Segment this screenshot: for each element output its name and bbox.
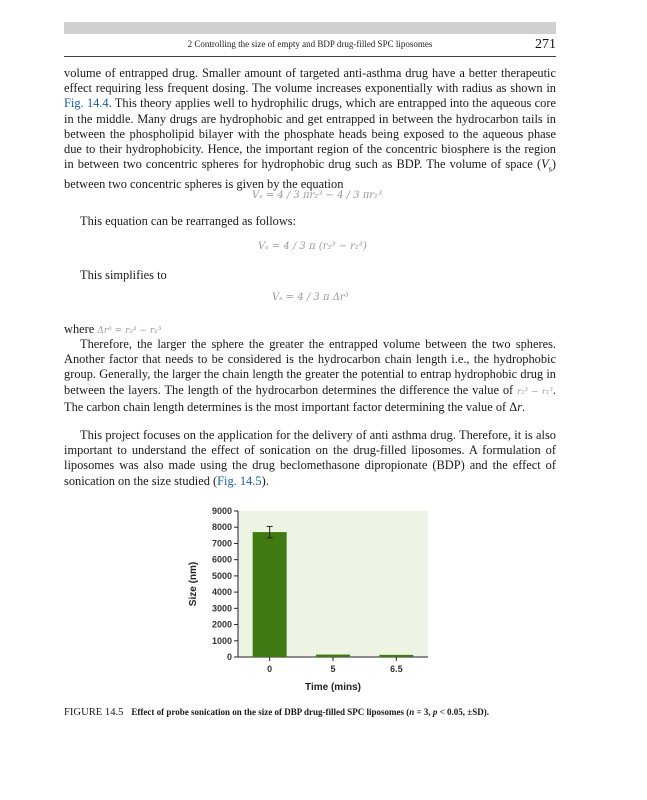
y-tick-label: 4000 [211, 587, 232, 598]
figure-label: FIGURE 14.5 [64, 707, 124, 718]
page-number: 271 [535, 37, 556, 52]
where-expression: Δr³ = r₂³ − r₁³ [97, 326, 162, 336]
bar [316, 655, 350, 657]
running-title: 2 Controlling the size of empty and BDP drug-filled SPC liposomes [187, 39, 433, 49]
size-bar-chart [180, 500, 450, 700]
header-bar [64, 22, 556, 34]
equation-1: Vₛ = 4 / 3 πr₂³ − 4 / 3 πr₁³ [252, 190, 383, 201]
y-tick-label: 9000 [211, 506, 232, 516]
y-tick-label: 5000 [211, 570, 232, 581]
fig-14-5-link[interactable]: Fig. 14.5 [217, 473, 262, 488]
x-tick-label: 5 [330, 664, 336, 674]
y-tick-label: 6000 [211, 554, 232, 565]
y-axis [212, 506, 238, 662]
y-axis-label: Size (nm) [188, 561, 199, 607]
fig-14-4-link[interactable]: Fig. 14.4 [64, 96, 109, 111]
y-tick-label: 2000 [211, 619, 232, 630]
equation-2: Vₛ = 4 / 3 π (r₂³ − r₁³) [258, 241, 367, 252]
header-rule [64, 56, 556, 57]
y-tick-label: 7000 [211, 538, 232, 549]
equation-3: Vₛ = 4 / 3 π Δr³ [272, 292, 349, 303]
x-axis [238, 657, 428, 674]
x-tick-label: 0 [267, 664, 273, 674]
x-tick-label: 6.5 [390, 664, 403, 674]
bar [379, 655, 413, 657]
y-tick-label: 8000 [211, 522, 232, 533]
y-tick-label: 1000 [211, 635, 232, 646]
where-line: where Δr³ = r₂³ − r₁³ [64, 322, 162, 336]
paragraph-project: This project focuses on the application for the delivery of anti asthma drug. Therefore, it is also important to understand the effect of sonication on the drug-filled liposomes. A formulation of liposomes was also made using the drug beclomethasone dipropionate (BDP) and the effect of sonication on the size studied (Fig. 14.5). [64, 428, 556, 488]
bar [253, 532, 287, 657]
simplify-line: This simplifies to [80, 268, 167, 282]
y-tick-label: 3000 [211, 603, 232, 614]
x-axis-label: Time (mins) [305, 682, 361, 693]
figure-caption: FIGURE 14.5 Effect of probe sonication on the size of DBP drug-filled SPC liposomes (n = 3, p < 0.05, ±SD). [64, 707, 489, 718]
rearrange-line: This equation can be rearranged as follows: [80, 214, 297, 228]
y-tick-label: 0 [226, 652, 232, 662]
paragraph-chain-length: Therefore, the larger the sphere the greater the entrapped volume between the two spheres. Another factor that needs to be considered is the hydrocarbon chain length i.e., the hydrophobic group. Generally, the larger the chain length the greater the potential to entrap hydrophobic drug in between the layers. The length of the hydrocarbon determines the difference the value of r₂³ − r₁³. The carbon chain length determines is the most important factor determining the value of Δr. [64, 337, 556, 414]
paragraph-volume: volume of entrapped drug. Smaller amount of targeted anti-asthma drug have a better therapeutic effect requiring less frequent dosing. The volume increases exponentially with radius as shown in Fig. 14.4. This theory applies well to hydrophilic drugs, which are entrapped into the aqueous core in the middle. Many drugs are hydrophobic and get entrapped in between the hydrocarbon tails in between the phospholipid bilayer with the phosphate heads being exposed to the aqueous phase due to their hydrophobicity. Hence, the important region of the concentric biosphere is the region in between two concentric spheres for hydrophobic drug such as BDP. The volume of space $(V_s)$ between two concentric spheres is given by the equation [64, 66, 556, 191]
